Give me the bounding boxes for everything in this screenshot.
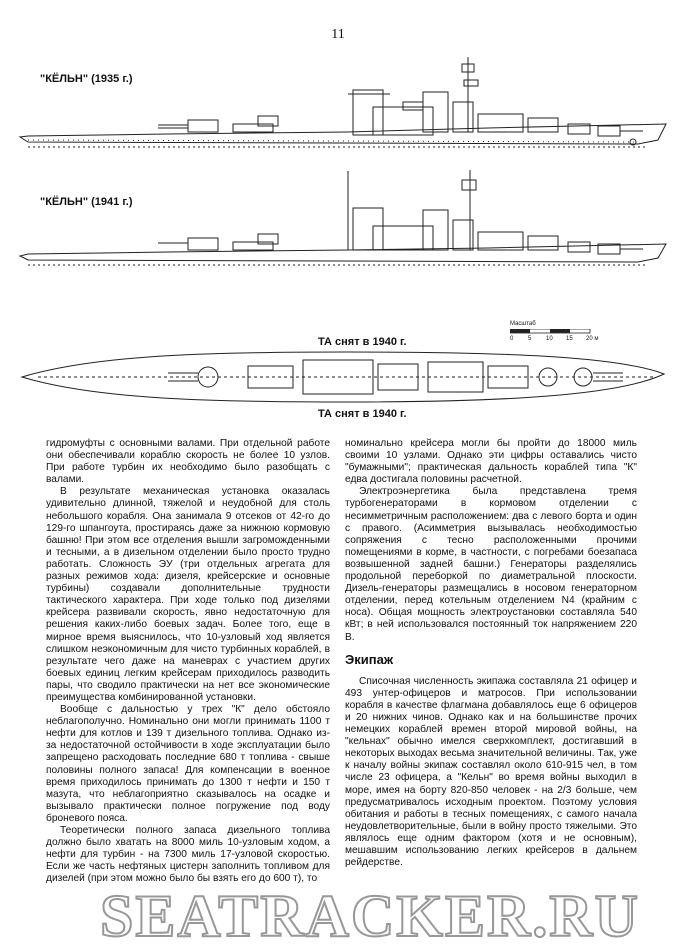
- scale-tick: 0: [510, 336, 514, 342]
- section-heading: Экипаж: [345, 651, 394, 667]
- scale-tick: 5: [528, 336, 532, 342]
- scale-label: Масштаб: [510, 321, 536, 327]
- scale-tick: 20 м: [586, 336, 599, 342]
- paragraph: гидромуфты с основными валами. При отдельной работе они обеспечивали кораблю скорость не более 10 узлов. При работе турбин их необходимо было разобщать с валами.: [46, 438, 330, 486]
- ship-plan-view: [18, 348, 668, 406]
- page-number: 11: [331, 27, 345, 42]
- paragraph: Вообще с дальностью у трех "К" дело обстояло неблагополучно. Номинально они могли принимать 1100 т нефти для котлов и 139 т дизельного топлива. Однако из-за недостаточной остойчивости в ходе эксплуатации было запрещено расходовать последние 680 т топлива - свыше половины полного запаса! Для компенсации в военное время приходилось принимать до 1300 т нефти и 150 т мазута, что неблагоприятно сказывалось на осадке и вызывало практически полное погружение под воду броневого пояса.: [46, 704, 330, 824]
- ship-profile-1935: [18, 52, 668, 167]
- scale-bar: [510, 321, 610, 343]
- left-column: [46, 438, 330, 885]
- scale-tick: 15: [566, 336, 573, 342]
- paragraph: номинально крейсера могли бы пройти до 18000 миль своими 10 узлами. Однако эти цифры оставались чисто "бумажными"; практическая дальность кораблей типа "К" едва достигала половины расчетной.: [345, 438, 637, 486]
- paragraph: Электроэнергетика была представлена тремя турбогенераторами в кормовом отделении с несимметричным расположением: два с левого борта и один с правого. (Асимметрия вызывалась необходимостью сопряжения с тесно расположенными прочими помещениями в корме, в частности, с погребами боезапаса возвышенной задней башни.) Генераторы разделялись продольной переборкой по диаметральной плоскости. Дизель-генераторы размещались в носовом генераторном отделении, перед котельным отделением N4 (крайним с носа). Общая мощность электроустановки составляла 540 кВт; в ней использовался постоянный ток напряжением 220 В.: [345, 486, 637, 643]
- scale-bar-graphic: [510, 329, 610, 335]
- caption-koln-1941: "КЁЛЬН" (1941 г.): [40, 196, 133, 208]
- scale-tick: 10: [546, 336, 553, 342]
- caption-ta-removed-bottom: ТА снят в 1940 г.: [318, 408, 407, 420]
- paragraph: Списочная численность экипажа составляла 21 офицер и 493 унтер-офицеров и матросов. При использовании корабля в качестве флагмана добавлялось еще 6 офицеров и 20 нижних чинов. Однако как и на большинстве прочих немецких кораблей времен второй мировой войны, на "кельнах" обычно имелся сверхкомплект, достигавший в некоторых выходах весьма значительной величины. Так, уже к началу войны экипаж составлял около 610-915 чел, в том числе 23 офицера, а "Кельн" во время войны выходил в море, имея на борту 820-850 человек - на 2/3 больше, чем предусматривалось исходным проектом. Поэтому условия обитания и работы в тесных помещениях, с самого начала неудовлетворительные, были в войну просто тяжелыми. Это являлось еще одним фактором (хотя и не основным), мешавшим использованию легких крейсеров в дальнем рейдерстве.: [345, 675, 637, 869]
- caption-ta-removed-top: ТА снят в 1940 г.: [318, 336, 407, 348]
- paragraph: Теоретически полного запаса дизельного топлива должно было хватать на 8000 миль 10-узловым ходом, а нефти для турбин - на 7300 миль 17-узловой скоростью. Если же часть нефтяных цистерн заполнить топливом для дизелей (при этом можно было бы взять его до 600 т), то: [46, 825, 330, 885]
- caption-koln-1935: "КЁЛЬН" (1935 г.): [40, 73, 133, 85]
- paragraph: В результате механическая установка оказалась удивительно длинной, тяжелой и неудобной для столь небольшого корабля. Она занимала 9 отсеков от 42-го до 129-го шпангоута, простираясь даже за нижнюю кормовую башню! При этом все отделения вышли загроможденными и тесными, а в дизельном отделении было просто трудно работать. Сложность ЭУ (три отдельных агрегата для разных режимов хода: дизеля, крейсерские и основные турбины) создавали дополнительные трудности тактического характера. При ходе только под дизелями крейсера развивали скорость, явно недостаточную для решения каких-либо боевых задач. Более того, еще в мирное время выяснилось, что 10-узловый ход является слишком неэкономичным для чисто турбинных кораблей, в результате чего даже на маневрах с участием других боевых единиц легким крейсерам приходилось разводить пары, что сводило практически на нет все экономические преимущества комбинированной установки.: [46, 486, 330, 703]
- ship-profile-1941: [18, 168, 668, 278]
- watermark: SEATRACKER.RU: [100, 883, 640, 949]
- right-column: [345, 438, 637, 869]
